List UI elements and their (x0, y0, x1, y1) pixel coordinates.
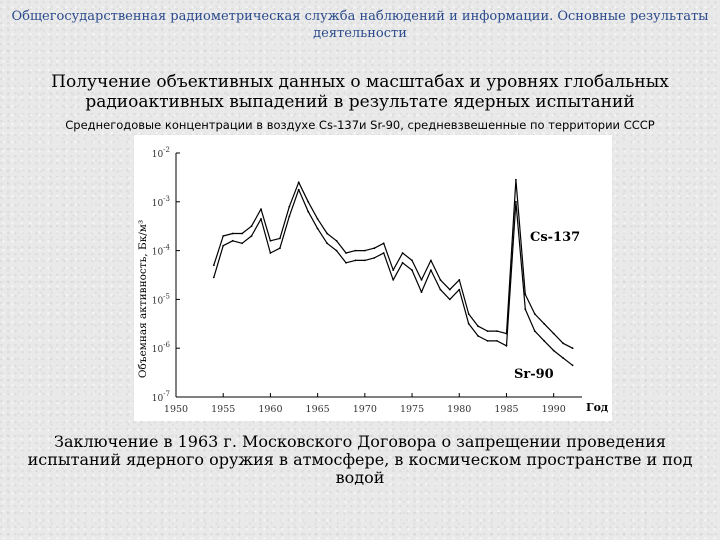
data-point-sr90 (298, 189, 300, 191)
data-point-cs137 (383, 242, 385, 244)
x-tick-label: 1970 (352, 404, 377, 415)
data-point-sr90 (307, 211, 309, 213)
data-point-sr90 (241, 242, 243, 244)
data-point-sr90 (213, 277, 215, 279)
data-point-sr90 (477, 335, 479, 337)
data-point-cs137 (373, 247, 375, 249)
data-point-cs137 (213, 264, 215, 266)
data-point-sr90 (421, 291, 423, 293)
x-tick-label: 1960 (258, 404, 283, 415)
data-point-sr90 (317, 228, 319, 230)
data-point-sr90 (270, 252, 272, 254)
data-point-cs137 (326, 233, 328, 235)
data-point-cs137 (487, 330, 489, 332)
data-point-sr90 (232, 240, 234, 242)
data-point-cs137 (392, 269, 394, 271)
data-point-sr90 (440, 289, 442, 291)
data-point-sr90 (373, 257, 375, 259)
chart-subtitle: Среднегодовые концентрации в воздухе Cs-137и Sr-90, средневзвешенные по территории СССР (65, 118, 655, 132)
data-point-cs137 (241, 233, 243, 235)
data-point-sr90 (458, 289, 460, 291)
data-point-sr90 (553, 350, 555, 352)
x-tick-label: 1990 (541, 404, 566, 415)
slide-title (20, 72, 700, 112)
data-point-sr90 (572, 364, 574, 366)
y-tick-label: $10^{-4}$ (151, 243, 170, 258)
y-axis-label: Объемная активность, Бк/м³ (137, 219, 149, 379)
data-point-sr90 (496, 340, 498, 342)
data-point-cs137 (279, 238, 281, 240)
slide-header (10, 8, 710, 42)
slide-title-line-2: радиоактивных выпадений в результате ядерных испытаний (85, 92, 635, 112)
data-point-sr90 (222, 245, 224, 247)
data-point-cs137 (543, 323, 545, 325)
data-point-sr90 (411, 269, 413, 271)
chart-container (134, 135, 612, 421)
x-tick-label: 1985 (494, 404, 519, 415)
y-tick-label: $10^{-2}$ (151, 146, 170, 160)
data-point-cs137 (458, 279, 460, 281)
data-point-cs137 (364, 250, 366, 252)
x-tick-label: 1950 (163, 404, 189, 415)
data-point-cs137 (336, 240, 338, 242)
data-point-sr90 (487, 340, 489, 342)
data-point-cs137 (534, 313, 536, 315)
data-point-sr90 (524, 308, 526, 310)
data-point-cs137 (222, 235, 224, 237)
conclusion-line-1: Заключение в 1963 г. Московского Договора о запрещении проведения (54, 432, 666, 451)
data-point-cs137 (345, 252, 347, 254)
data-point-cs137 (270, 240, 272, 242)
slide-title-line-1: Получение объективных данных о масштабах и уровнях глобальных (51, 72, 669, 92)
data-point-cs137 (440, 279, 442, 281)
data-point-cs137 (355, 250, 357, 252)
data-point-sr90 (449, 299, 451, 301)
data-point-sr90 (430, 269, 432, 271)
data-point-cs137 (260, 208, 262, 210)
data-point-sr90 (402, 262, 404, 264)
header-line-1: Общегосударственная радиометрическая служба наблюдений и информации. Основные результаты (11, 9, 709, 24)
data-point-sr90 (364, 260, 366, 262)
data-point-cs137 (307, 201, 309, 203)
data-point-cs137 (402, 252, 404, 254)
x-tick-label: 1980 (447, 404, 472, 415)
data-point-sr90 (288, 216, 290, 218)
x-tick-label: 1975 (399, 404, 425, 415)
y-tick-label: $10^{-6}$ (151, 341, 170, 356)
y-tick-label: $10^{-7}$ (151, 390, 170, 404)
data-point-sr90 (392, 279, 394, 281)
data-point-cs137 (421, 279, 423, 281)
data-point-sr90 (251, 235, 253, 237)
y-tick-label: $10^{-3}$ (151, 194, 170, 209)
conclusion-line-3: водой (335, 468, 385, 487)
data-point-cs137 (288, 206, 290, 208)
data-point-cs137 (298, 181, 300, 183)
cs137-series-label: Cs-137 (530, 230, 581, 245)
data-point-cs137 (411, 260, 413, 262)
data-point-cs137 (430, 260, 432, 262)
y-tick-label: $10^{-5}$ (151, 292, 170, 307)
data-point-cs137 (553, 333, 555, 335)
chart-svg (134, 135, 612, 421)
data-point-sr90 (336, 250, 338, 252)
data-point-sr90 (515, 201, 517, 203)
data-point-cs137 (468, 313, 470, 315)
data-point-sr90 (345, 262, 347, 264)
data-point-cs137 (317, 218, 319, 220)
data-point-cs137 (496, 330, 498, 332)
x-axis-label: Год (586, 401, 609, 414)
sr90-series-label: Sr-90 (514, 367, 554, 382)
data-point-cs137 (232, 233, 234, 235)
data-point-cs137 (251, 225, 253, 227)
x-tick-label: 1955 (211, 404, 236, 415)
data-point-cs137 (449, 289, 451, 291)
data-point-sr90 (543, 340, 545, 342)
x-tick-label: 1965 (305, 404, 330, 415)
data-point-cs137 (477, 325, 479, 327)
data-point-sr90 (326, 242, 328, 244)
data-point-sr90 (355, 260, 357, 262)
chart-series-layer (213, 179, 574, 366)
data-point-cs137 (572, 347, 574, 349)
data-point-sr90 (468, 323, 470, 325)
data-point-sr90 (534, 330, 536, 332)
data-point-sr90 (279, 247, 281, 249)
data-point-sr90 (562, 357, 564, 359)
data-point-cs137 (515, 179, 517, 181)
conclusion-line-2: испытаний ядерного оружия в атмосфере, в космическом пространстве и под (27, 450, 693, 469)
series-line-cs137 (214, 180, 573, 348)
data-point-cs137 (562, 342, 564, 344)
data-point-sr90 (506, 345, 508, 347)
data-point-sr90 (383, 252, 385, 254)
header-line-2: деятельности (313, 26, 407, 41)
data-point-sr90 (260, 218, 262, 220)
conclusion-text (20, 433, 700, 487)
